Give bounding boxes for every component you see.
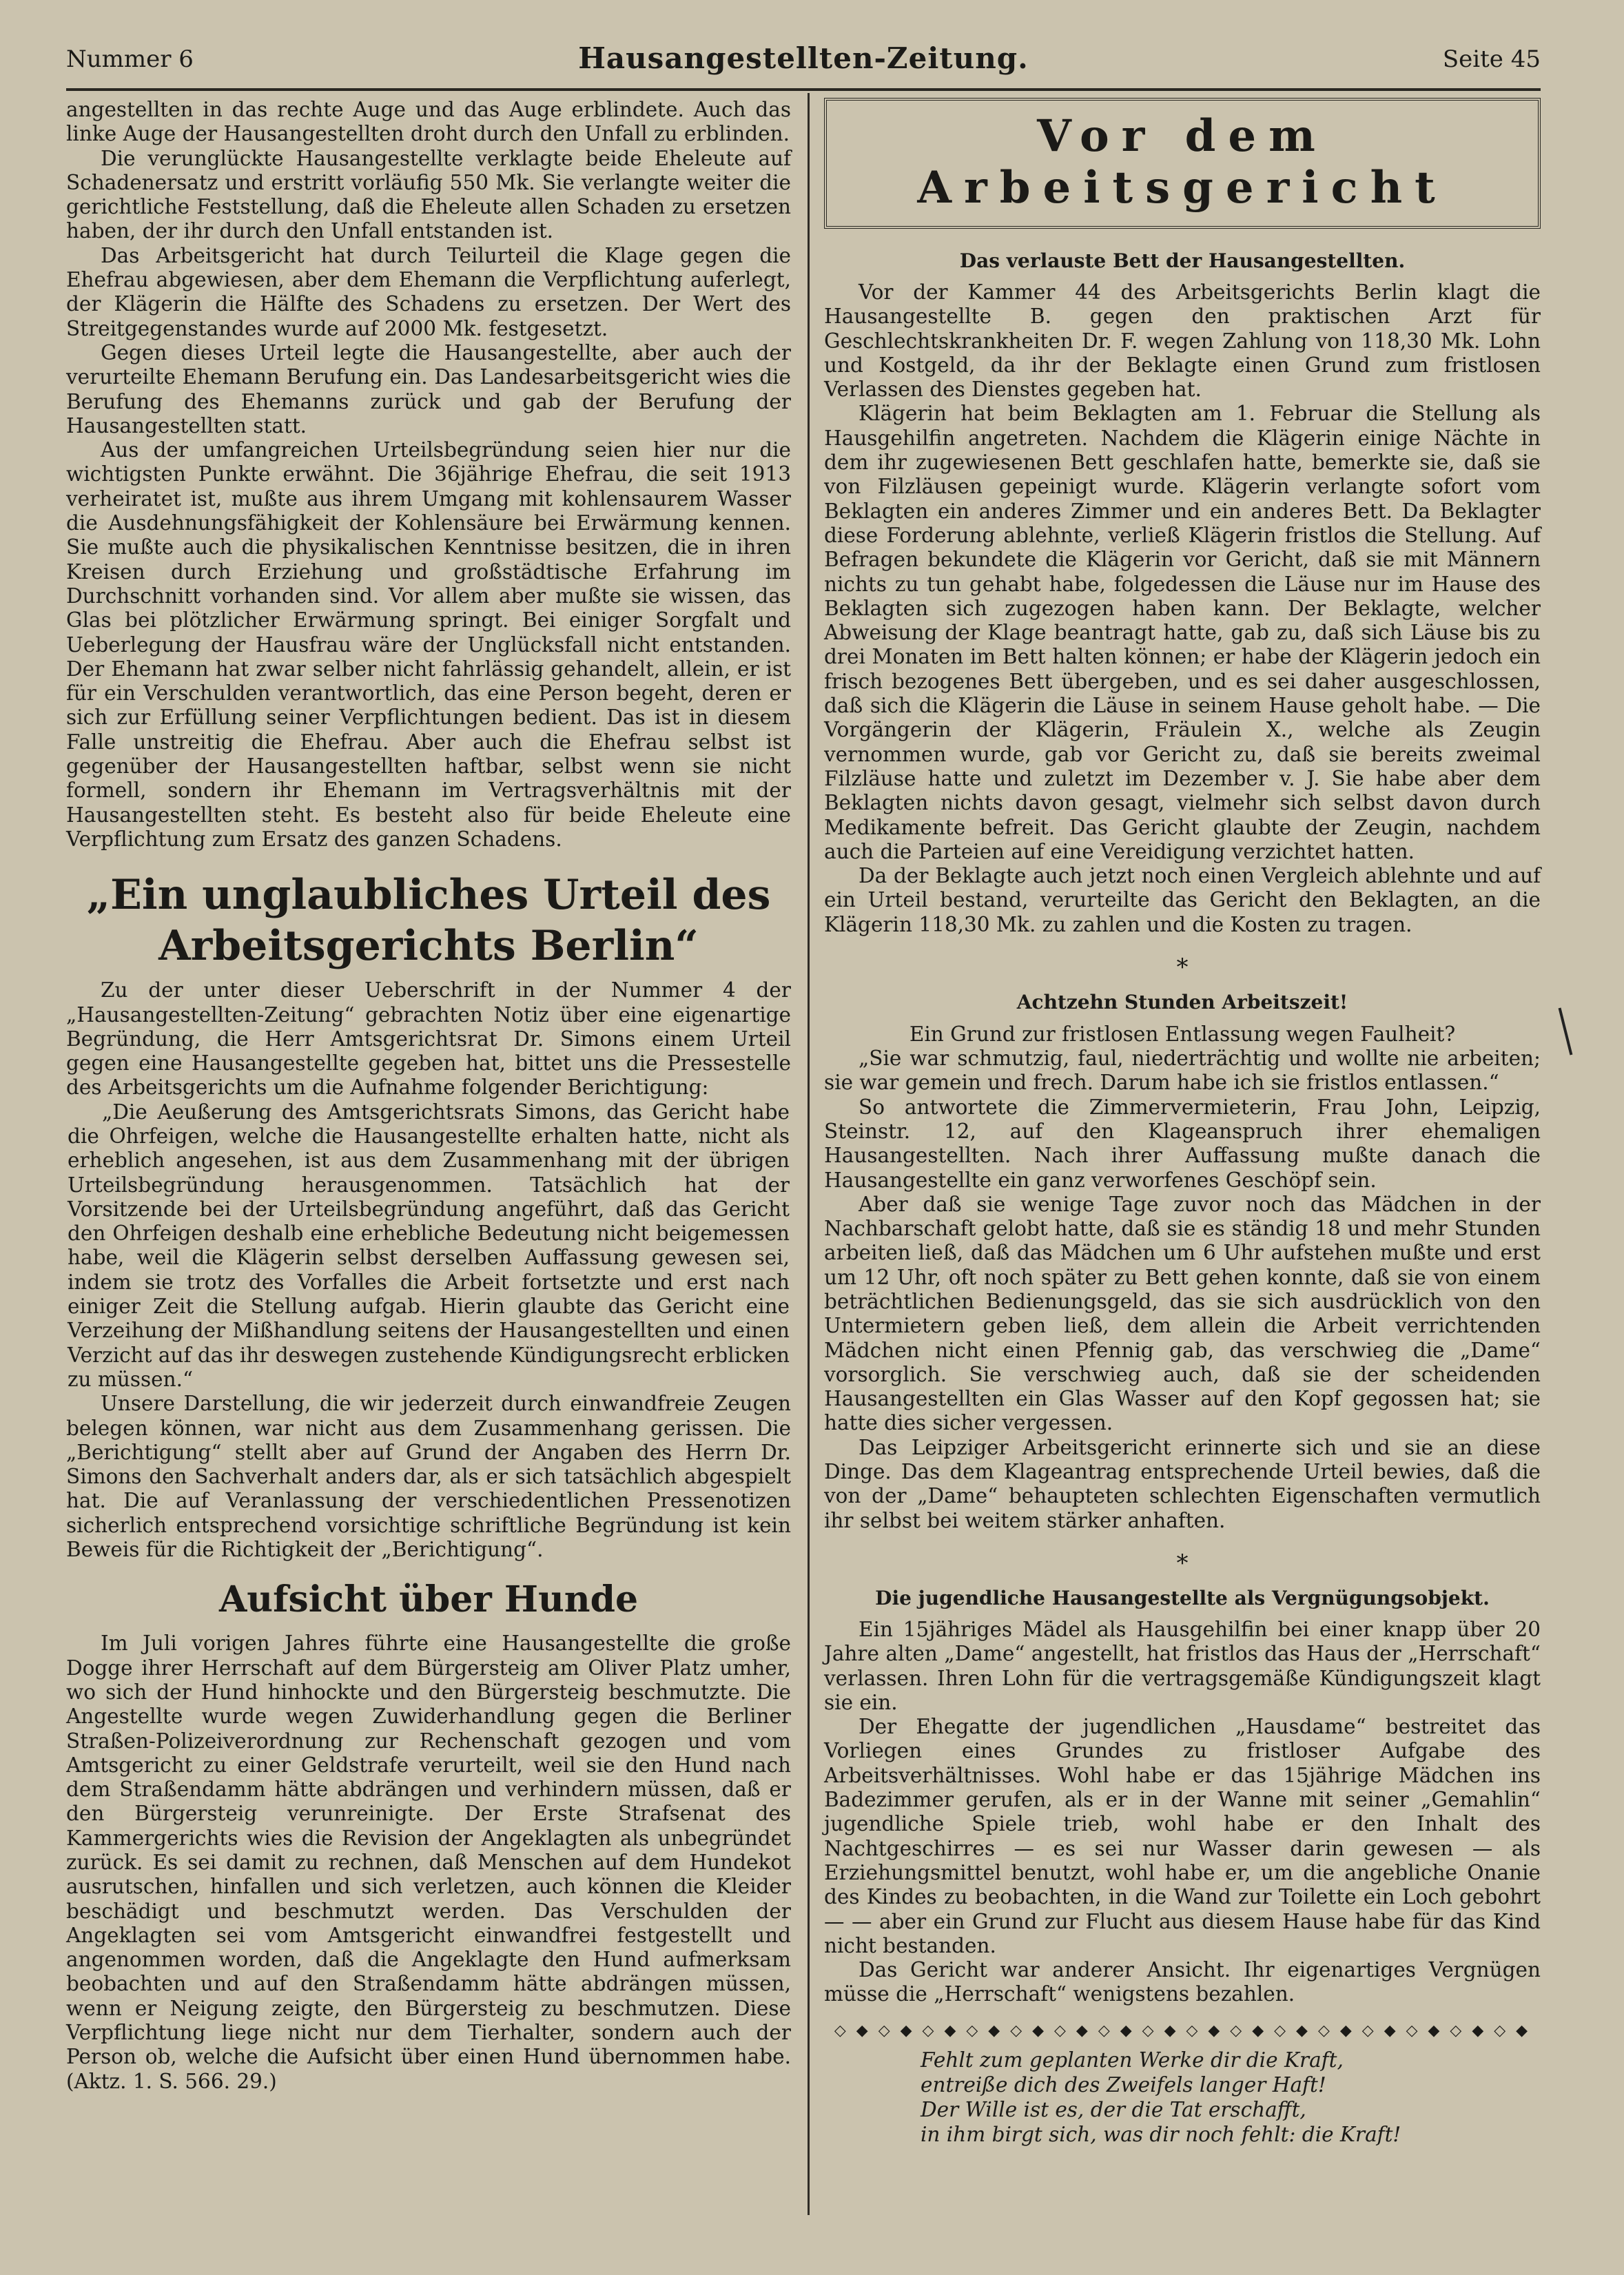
achtzehn-p3: Aber daß sie wenige Tage zuvor noch das Mädchen in der Nachbarschaft gelobt hatte, daß sie es ständig 18 und mehr Stunden arbeiten ließ, daß das Mädchen um 6 Uhr aufstehen mußte und erst um 12 Uhr, oft noch später zu Bett gehen konnte, daß sie von einem beträchtlichen Bedienungsgeld, das sie sich ausdrücklich von den Untermietern geben ließ, dem allein die Arbeit verrichtenden Mädchen nicht einen Pfennig gab, das verschwieg die „Dame“ vorsorglich. Sie verschwieg auch, daß sie der scheidenden Hausangestellten ein Glas Wasser auf den Kopf gegossen hat; sie hatte dies sicher vergessen. — [824, 1192, 1541, 1435]
margin-mark — [1559, 1008, 1573, 1056]
urteil-p3: Unsere Darstellung, die wir jederzeit durch einwandfreie Zeugen belegen können, war nicht aus dem Zusammenhang gerissen. Die „Berichtigung“ stellt aber auf Grund der Angaben des Herrn Dr. Simons den Sachverhalt anders dar, als er sich tatsächlich abgespielt hat. Die auf Veranlassung der verschiedentlichen Pressenotizen sicherlich entsprechend vorsichtige schriftliche Begründung ist kein Beweis für die Richtigkeit der „Berichtigung“. — [66, 1392, 791, 1562]
right-column — [824, 98, 1541, 2147]
achtzehn-headline: Achtzehn Stunden Arbeitszeit! — [1016, 991, 1348, 1014]
hunde-p1: Im Juli vorigen Jahres führte eine Hausangestellte die große Dogge ihrer Herrschaft auf dem Bürgersteig am Oliver Platz umher, wo sich der Hund hinhockte und den Bürgersteig beschmutzte. Die Angestellte wurde wegen Zuwiderhandlung gegen die Berliner Straßen-Polizeiverordnung zur Rechenschaft gezogen und vom Amtsgericht zu einer Geldstrafe verurteilt, weil sie den Hund nach dem Straßendamm hätte abdrängen und verhindern müssen, daß er den Bürgersteig verunreinigte. Der Erste Strafsenat des Kammergerichts wies die Revision der Angeklagten als unbegründet zurück. Es sei damit zu rechnen, daß Menschen auf dem Hundekot ausrutschen, hinfallen und sich verletzen, auch können die Kleider beschädigt und beschmutzt werden. Das Verschulden der Angeklagten sei vom Amtsgericht einwandfrei festgestellt und angenommen worden, daß die Angeklagte den Hund aufmerksam beobachten und auf den Straßendamm hätte abdrängen müssen, wenn er Neigung zeigte, den Bürgersteig zu beschmutzen. Diese Verpflichtung liege nicht nur dem Tierhalter, sondern auch der Person ob, welche die Aufsicht über einen Hund übernommen habe. (Aktz. 1. S. 566. 29.) — [66, 1631, 791, 2093]
jugend-p1: Ein 15jähriges Mädel als Hausgehilfin bei einer knapp über 20 Jahre alten „Dame“ angestellt, hat fristlos das Haus der „Herrschaft“ verlassen. Ihren Lohn für die vertragsgemäße Kündigungszeit klagt sie ein. — [824, 1617, 1541, 1714]
bett-p2: Klägerin hat beim Beklagten am 1. Februar die Stellung als Hausgehilfin angetreten. Nachdem die Klägerin einige Nächte in dem ihr zugewiesenen Bett geschlafen hatte, bemerkte sie, daß sie von Filzläusen gepeinigt wurde. Klägerin verlangte sofort vom Beklagten ein anderes Zimmer und ein anderes Bett. Da Beklagter diese Forderung ablehnte, verließ Klägerin fristlos die Stellung. Auf Befragen bekundete die Klägerin vor Gericht, daß sie mit Männern nichts zu tun gehabt habe, folgedessen die Läuse nur im Hause des Beklagten sich zugezogen haben kann. Der Beklagte, welcher Abweisung der Klage beantragt hatte, gab zu, daß sich Läuse bis zu drei Monaten im Bett halten können; er habe der Klägerin jedoch ein frisch bezogenes Bett übergeben, und es sei daher ausgeschlossen, daß sich die Klägerin die Läuse in seinem Hause geholt habe. — Die Vorgängerin der Klägerin, Fräulein X., welche als Zeugin vernommen wurde, gab vor Gericht zu, daß sie bereits zweimal Filzläuse hatte und zuletzt im Dezember v. J. Sie habe aber dem Beklagten nichts davon gesagt, vielmehr sich selbst davon durch Medikamente befreit. Das Gericht glaubte der Zeugin, nachdem auch die Parteien auf eine Vereidigung verzichtet hatten. — [824, 402, 1541, 863]
jugend-p3: Das Gericht war anderer Ansicht. Ihr eigenartiges Vergnügen müsse die „Herrschaft“ wenigstens bezahlen. — [824, 1958, 1541, 2006]
separator-star-2: * — [1176, 1549, 1189, 1577]
article-continuation-p3: Das Arbeitsgericht hat durch Teilurteil die Klage gegen die Ehefrau abgewiesen, aber dem Ehemann die Verpflichtung auferlegt, der Klägerin die Hälfte des Schadens zu ersetzen. Der Wert des Streitgegenstandes wurde auf 2000 Mk. festgesetzt. — [66, 243, 791, 340]
column-divider — [808, 93, 810, 2215]
poem-line: entreiße dich des Zweifels langer Haft! — [921, 2072, 1326, 2097]
bett-headline: Das verlauste Bett der Hausangestellten. — [959, 249, 1406, 272]
hunde-headline: Aufsicht über Hunde — [218, 1578, 639, 1621]
page-header — [66, 41, 1541, 79]
left-column — [66, 98, 791, 2094]
section-title-box: Vor dem Arbeitsgericht — [824, 98, 1541, 229]
urteil-p1: Zu der unter dieser Ueberschrift in der Nummer 4 der „Hausangestellten-Zeitung“ gebrachten Notiz über eine eigenartige Begründung, die Herr Amtsgerichtsrat Dr. Simons einem Urteil gegen eine Hausangestellte gegeben hat, bittet uns die Pressestelle des Arbeitsgerichts um die Aufnahme folgender Berichtigung: — [66, 978, 791, 1100]
poem-line: in ihm birgt sich, was dir noch fehlt: die Kraft! — [921, 2122, 1401, 2146]
page-number: Seite 45 — [1442, 45, 1541, 73]
poem-line: Fehlt zum geplanten Werke dir die Kraft, — [921, 2048, 1344, 2072]
bett-p1: Vor der Kammer 44 des Arbeitsgerichts Berlin klagt die Hausangestellte B. gegen den praktischen Arzt für Geschlechtskrankheiten Dr. F. wegen Zahlung von 118,30 Mk. Lohn und Kostgeld, da ihr der Beklagte einen Grund zum fristlosen Verlassen des Dienstes gegeben hat. — [824, 280, 1541, 402]
article-continuation-p5: Aus der umfangreichen Urteilsbegründung seien hier nur die wichtigsten Punkte erwähnt. Die 36jährige Ehefrau, die seit 1913 verheiratet ist, mußte aus ihrem Umgang mit kohlensaurem Wasser die Ausdehnungsfähigkeit der Kohlensäure bei Erwärmung kennen. Sie mußte auch die physikalischen Kenntnisse besitzen, die in ihren Kreisen durch Erziehung und großstädtische Erfahrung im Durchschnitt vorhanden sind. Vor allem aber mußte sie wissen, das Glas bei plötzlicher Erwärmung springt. Bei einiger Sorgfalt und Ueberlegung der Hausfrau wäre der Unglücksfall nicht entstanden. Der Ehemann hat zwar selber nicht fahrlässig gehandelt, allein, er ist für ein Verschulden verantwortlich, das eine Person begeht, deren er sich zur Erfüllung seiner Verpflichtungen bedient. Das ist in diesem Falle unstreitig die Ehefrau. Aber auch die Ehefrau selbst ist gegenüber der Hausangestellten haftbar, selbst wenn sie nicht formell, sondern ihr Ehemann im Vertragsverhältnis mit der Hausangestellten steht. Es besteht also für beide Eheleute eine Verpflichtung zum Ersatz des ganzen Schadens. — [66, 438, 791, 851]
achtzehn-quote: „Sie war schmutzig, faul, niederträchtig und wollte nie arbeiten; sie war gemein und frech. Darum habe ich sie fristlos entlassen.“ — [824, 1047, 1541, 1095]
urteil-headline: „Ein unglaubliches Urteil des Arbeitsgerichts Berlin“ — [86, 871, 771, 971]
header-rule — [66, 88, 1541, 91]
achtzehn-p4: Das Leipziger Arbeitsgericht erinnerte sich und sie an diese Dinge. Das dem Klageantrag entsprechende Urteil bewies, daß die von der „Dame“ behaupteten schlechten Eigenschaften vermutlich ihr selbst bei weitem stärker anhaften. — [824, 1435, 1541, 1532]
poem — [921, 2048, 1541, 2147]
separator-star-1: * — [1176, 954, 1189, 982]
article-continuation-p2: Die verunglückte Hausangestellte verklagte beide Eheleute auf Schadenersatz und erstritt vorläufig 550 Mk. Sie verlangte weiter die gerichtliche Feststellung, daß die Eheleute allen Schaden zu ersetzen haben, der ihr durch den Unfall entstanden ist. — [66, 146, 791, 243]
jugend-headline: Die jugendliche Hausangestellte als Vergnügungsobjekt. — [875, 1586, 1490, 1609]
masthead-title: Hausangestellten-Zeitung. — [578, 41, 1029, 75]
bett-p3: Da der Beklagte auch jetzt noch einen Vergleich ablehnte und auf ein Urteil bestand, verurteilte das Gericht den Beklagten, an die Klägerin 118,30 Mk. zu zahlen und die Kosten zu tragen. — [824, 864, 1541, 936]
poem-line: Der Wille ist es, der die Tat erschafft, — [921, 2097, 1306, 2121]
jugend-p2: Der Ehegatte der jugendlichen „Hausdame“ bestreitet das Vorliegen eines Grundes zu fristloser Aufgabe des Arbeitsverhältnisses. Wohl habe er das 15jährige Mädchen ins Badezimmer gerufen, als er in der Wanne mit seiner „Gemahlin“ jugendliche Spiele trieb, wohl habe er den Inhalt des Nachtgeschirres — es sei nur Wasser darin gewesen — als Erziehungsmittel benutzt, wohl habe er, um die angebliche Onanie des Kindes zu beobachten, in die Wand zur Toilette ein Loch gebohrt — — aber ein Grund zur Flucht aus diesem Hause habe für das Kind nicht bestanden. — [824, 1715, 1541, 1957]
urteil-quote: „Die Aeußerung des Amtsgerichtsrats Simons, das Gericht habe die Ohrfeigen, welche die Hausangestellte erhalten hatte, nicht als erheblich angesehen, ist aus dem Zusammenhang mit der übrigen Urteilsbegründung herausgenommen. Tatsächlich hat der Vorsitzende bei der Urteilsbegründung angeführt, daß das Gericht den Ohrfeigen deshalb eine erhebliche Bedeutung nicht beigemessen habe, weil die Klägerin selbst derselben Auffassung gewesen sei, indem sie trotz des Vorfalles die Arbeit fortsetzte und erst nach einiger Zeit die Stellung aufgab. Hierin glaubte das Gericht eine Verzeihung der Mißhandlung seitens der Hausangestellten und einen Verzicht auf das ihr deswegen zustehende Kündigungsrecht erblicken zu müssen.“ — [68, 1100, 790, 1391]
article-continuation-p4: Gegen dieses Urteil legte die Hausangestellte, aber auch der verurteilte Ehemann Berufung ein. Das Landesarbeitsgericht wies die Berufung des Ehemanns zurück und gab der Berufung der Hausangestellten statt. — [66, 340, 791, 438]
ornament-rule: ◇ ◆ ◇ ◆ ◇ ◆ ◇ ◆ ◇ ◆ ◇ ◆ ◇ ◆ ◇ ◆ ◇ ◆ ◇ ◆ ◇ ◆ ◇ ◆ ◇ ◆ ◇ ◆ ◇ ◆ ◇ ◆ — [834, 2021, 1531, 2039]
article-continuation-p1: angestellten in das rechte Auge und das Auge erblindete. Auch das linke Auge der Hausangestellten droht durch den Unfall zu erblinden. — [66, 98, 791, 146]
issue-number: Nummer 6 — [66, 45, 194, 73]
achtzehn-subheadline: Ein Grund zur fristlosen Entlassung wegen Faulheit? — [909, 1022, 1456, 1047]
achtzehn-p2: So antwortete die Zimmervermieterin, Frau John, Leipzig, Steinstr. 12, auf den Klageanspruch ihrer ehemaligen Hausangestellten. Nach ihrer Auffassung mußte danach die Hausangestellte ein ganz verworfenes Geschöpf sein. — [824, 1095, 1541, 1192]
